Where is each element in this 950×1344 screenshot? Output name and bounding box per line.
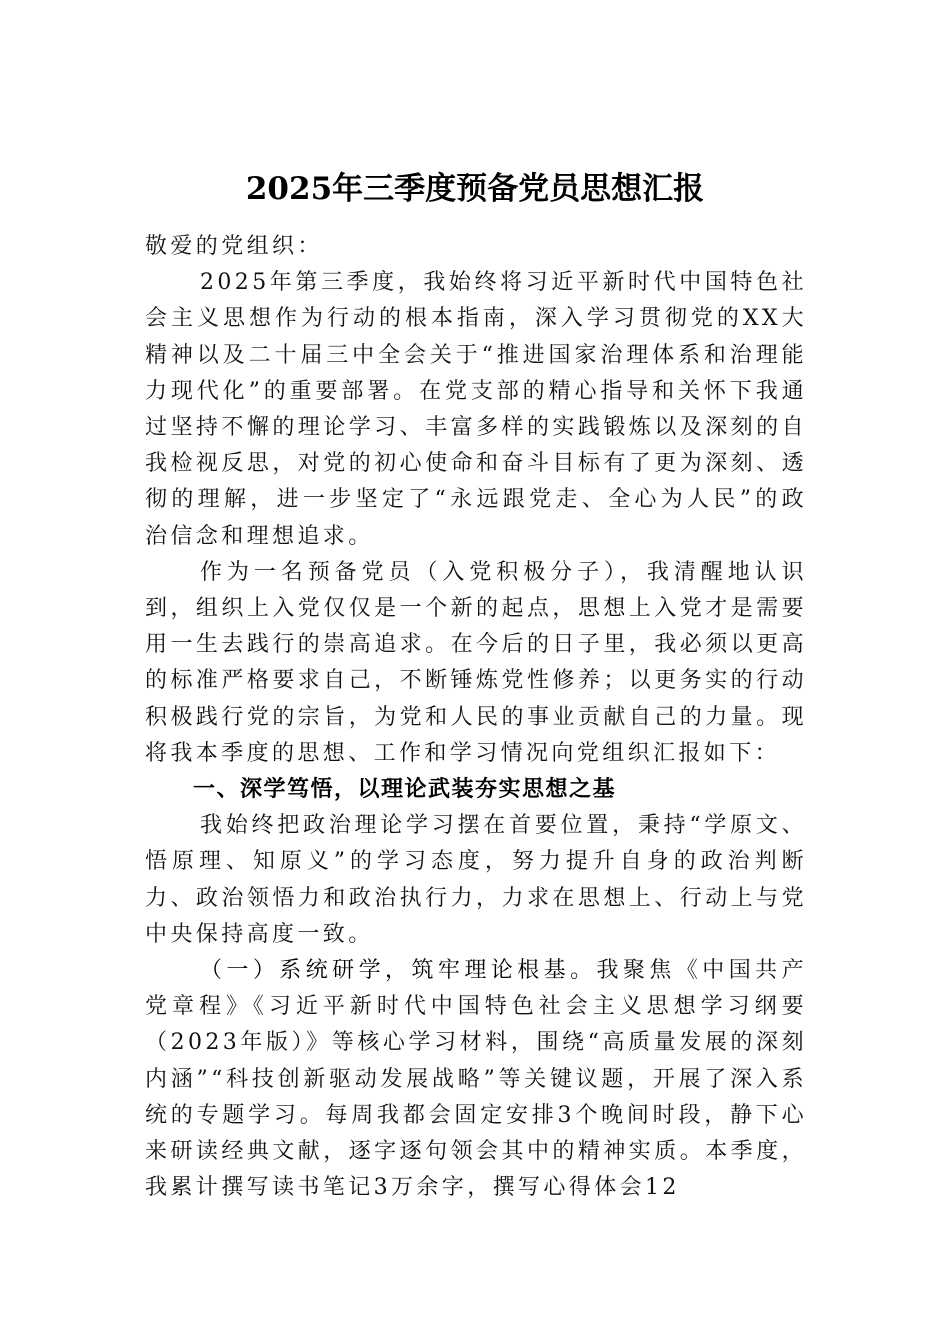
section-heading-1: 一、深学笃悟，以理论武装夯实思想之基 — [193, 777, 617, 803]
section-1-intro: 我始终把政治理论学习摆在首要位置，秉持“学原文、悟原理、知原义”的学习态度，努力提升自身的政治判断力、政治领悟力和政治执行力，力求在思想上、行动上与党中央保持高度一致。 — [145, 813, 807, 947]
document-body — [145, 229, 807, 1206]
paragraph-2: 作为一名预备党员（入党积极分子），我清醒地认识到，组织上入党仅仅是一个新的起点，思想上入党才是需要用一生去践行的崇高追求。在今后的日子里，我必须以更高的标准严格要求自己，不断锤炼党性修养；以更务实的行动积极践行党的宗旨，为党和人民的事业贡献自己的力量。现将我本季度的思想、工作和学习情况向党组织汇报如下： — [145, 559, 807, 766]
paragraph-1: 2025年第三季度，我始终将习近平新时代中国特色社会主义思想作为行动的根本指南，深入学习贯彻党的XX大精神以及二十届三中全会关于“推进国家治理体系和治理能力现代化”的重要部署。在党支部的精心指导和关怀下我通过坚持不懈的理论学习、丰富多样的实践锻炼以及深刻的自我检视反思，对党的初心使命和奋斗目标有了更为深刻、透彻的理解，进一步坚定了“永远跟党走、全心为人民”的政治信念和理想追求。 — [145, 270, 807, 549]
subsection-1-paragraph — [145, 953, 807, 1206]
salutation: 敬爱的党组织： — [145, 234, 323, 259]
document-title: 2025年三季度预备党员思想汇报 — [245, 171, 705, 207]
subsection-1-text: 我聚焦《中国共产党章程》《习近平新时代中国特色社会主义思想学习纲要（2023年版）》等核心学习材料，围绕“高质量发展的深刻内涵”“科技创新驱动发展战略”等关键议题，开展了深入系统的专题学习。每周我都会固定安排3个晚间时段，静下心来研读经典文献，逐字逐句领会其中的精神实质。本季度，我累计撰写读书笔记3万余字，撰写心得体会12 — [145, 958, 807, 1201]
subsection-1-lead: （一）系统研学，筑牢理论根基。 — [200, 958, 597, 984]
